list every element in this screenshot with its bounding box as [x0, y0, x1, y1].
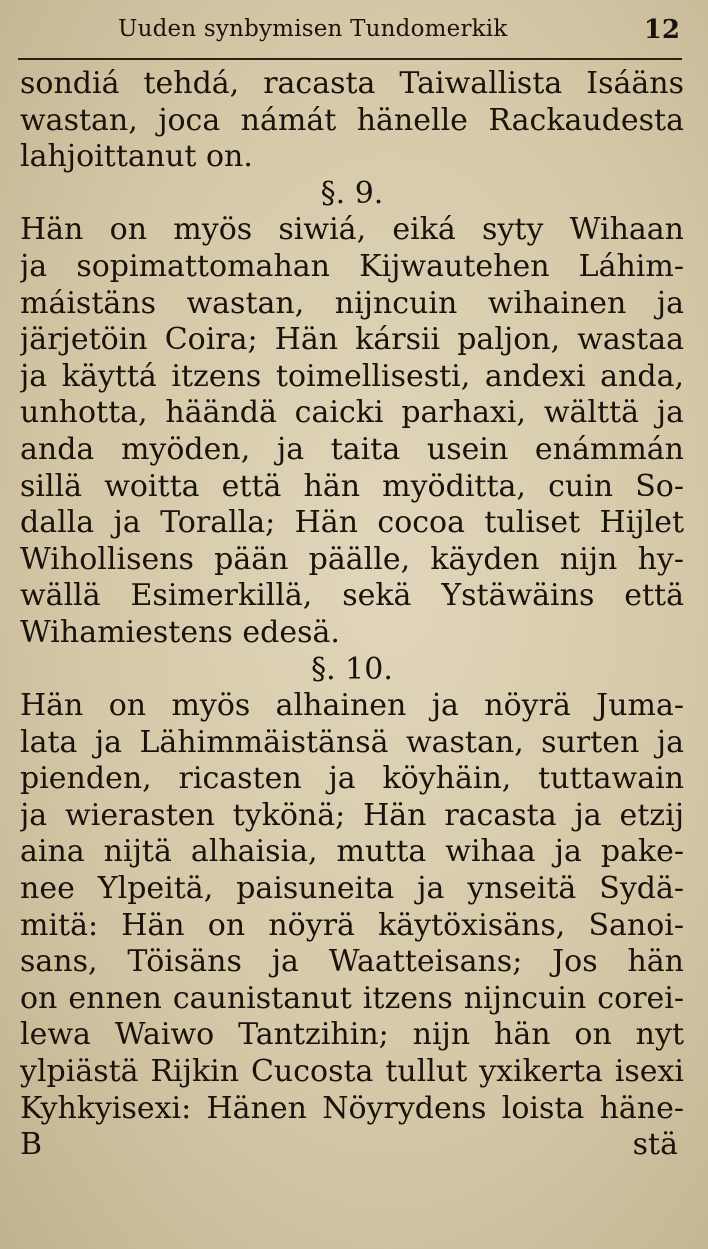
- text-line: mitä: Hän on nöyrä käytöxisäns, Sanoi-: [20, 907, 684, 943]
- text-line: sans, Töisäns ja Waatteisans; Jos hän: [20, 944, 684, 980]
- signature-mark: B: [20, 1127, 43, 1163]
- footer-line: [20, 1127, 684, 1164]
- text-line: lewa Waiwo Tantzihin; nijn hän on nyt: [20, 1017, 684, 1053]
- text-line: lata ja Lähimmäistänsä wastan, surten ja: [20, 724, 684, 760]
- catchword: stä: [632, 1127, 678, 1163]
- text-line: pienden, ricasten ja köyhäin, tuttawain: [20, 761, 684, 797]
- text-line: ja wierasten tykönä; Hän racasta ja etzij: [20, 797, 684, 833]
- text-line: aina nijtä alhaisia, mutta wihaa ja pake-: [20, 834, 684, 870]
- text-line: wällä Esimerkillä, sekä Ystäwäins että: [20, 578, 684, 614]
- text-line: anda myöden, ja taita usein enámmán: [20, 431, 684, 467]
- body-text: [20, 66, 684, 1164]
- text-line: Wihamiestens edesä.: [20, 614, 340, 650]
- running-head-title: Uuden synbymisen Tundomerkik: [118, 16, 508, 42]
- text-line: lahjoittanut on.: [20, 139, 253, 175]
- text-line: ja sopimattomahan Kijwautehen Láhim-: [20, 248, 684, 284]
- section-heading-9: §. 9.: [320, 175, 384, 211]
- text-line: Hän on myös siwiá, eiká syty Wihaan: [20, 212, 684, 248]
- text-line: sillä woitta että hän myöditta, cuin So-: [20, 468, 684, 504]
- header-rule: [18, 58, 682, 60]
- text-line: ylpiästä Rijkin Cucosta tullut yxikerta isexi: [20, 1054, 684, 1090]
- text-line: unhotta, häändä caicki parhaxi, wälttä ja: [20, 395, 684, 431]
- text-line: Kyhkyisexi: Hänen Nöyrydens loista häne-: [20, 1090, 684, 1126]
- text-line: Hän on myös alhainen ja nöyrä Juma-: [20, 688, 684, 724]
- running-head: [0, 8, 708, 48]
- page-number: 12: [643, 15, 680, 45]
- text-line: máistäns wastan, nijncuin wihainen ja: [20, 285, 684, 321]
- text-line: on ennen caunistanut itzens nijncuin corei-: [20, 980, 684, 1016]
- text-line: järjetöin Coira; Hän kársii paljon, wastaa: [20, 322, 684, 358]
- text-line: Wihollisens pään päälle, käyden nijn hy-: [20, 541, 684, 577]
- text-line: ja käyttá itzens toimellisesti, andexi anda,: [20, 358, 684, 394]
- text-line: wastan, joca námát hänelle Rackaudesta: [20, 102, 684, 138]
- text-line: dalla ja Toralla; Hän cocoa tuliset Hijlet: [20, 505, 684, 541]
- text-line: sondiá tehdá, racasta Taiwallista Isáäns: [20, 66, 684, 101]
- text-line: nee Ylpeitä, paisuneita ja ynseitä Sydä-: [20, 871, 684, 907]
- section-heading-10: §. 10.: [311, 651, 393, 687]
